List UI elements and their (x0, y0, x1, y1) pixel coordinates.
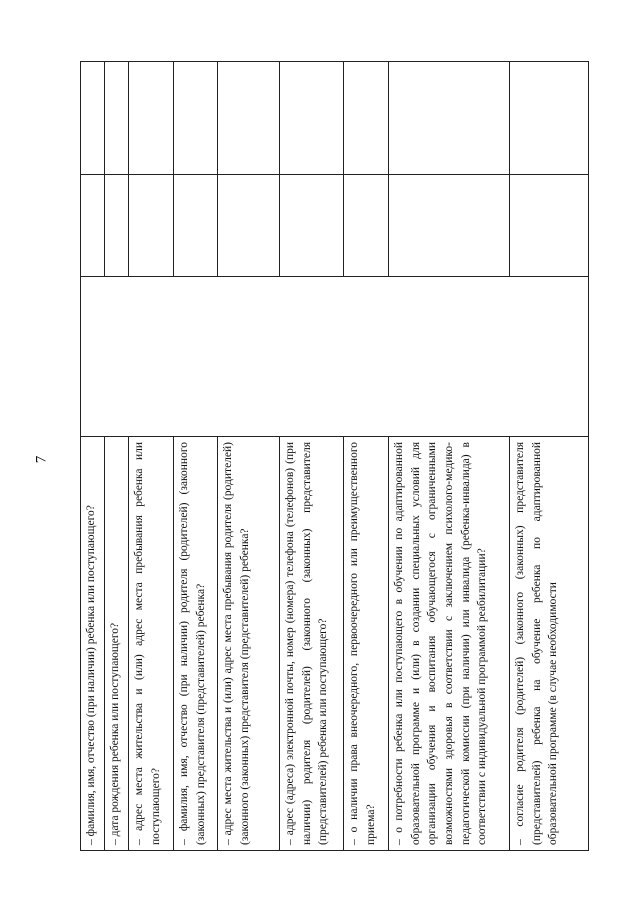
question-cell: – адрес места жительства и (или) адрес места пребывания ребенка или поступающего? (129, 437, 174, 851)
empty-cell (280, 62, 344, 175)
table-row (344, 62, 389, 851)
empty-cell (174, 175, 218, 277)
empty-cell (280, 175, 344, 277)
table-row (105, 62, 129, 851)
empty-cell (510, 62, 589, 175)
empty-cell (218, 62, 280, 175)
question-cell: – адрес места жительства и (или) адрес места пребывания родителя (родителей) (законного (законных) представителя (представителей) ребенка? (218, 437, 280, 851)
empty-cell (218, 175, 280, 277)
question-cell: – фамилия, имя, отчество (при наличии) родителя (родителей) (законного (законных) представителя (представителей) ребенка? (174, 437, 218, 851)
question-cell: – согласие родителя (родителей) (законного (законных) представителя (представителей) ребенка на обучение ребенка по адаптированной образовательной программе (в случае необходимости (510, 437, 589, 851)
empty-cell (81, 62, 105, 175)
question-cell: – о наличии права внеочередного, первоочередного или преимущественного приема? (344, 437, 389, 851)
table-row (129, 62, 174, 851)
page-number: 7 (33, 455, 50, 464)
question-cell: – о потребности ребенка или поступающего в обучении по адаптированной образовательной программе и (или) в создании специальных условий для организации обучения и воспитания обучающегося с ограниченными возможностями здоровья в соответствии с заключением психолого-медико-педагогической комиссии (при наличии) или инвалида (ребенка-инвалида) в соответствии с индивидуальной программой реабилитации? (389, 437, 510, 851)
table-row (510, 62, 589, 851)
table-row (174, 62, 218, 851)
rotated-table-frame (80, 62, 588, 851)
question-cell: – фамилия, имя, отчество (при наличии) ребенка или поступающего? (81, 437, 105, 851)
empty-cell (129, 175, 174, 277)
empty-cell (389, 175, 510, 277)
empty-cell (105, 175, 129, 277)
table-row (218, 62, 280, 851)
table-row (280, 62, 344, 851)
empty-cell (174, 62, 218, 175)
table-row (389, 62, 510, 851)
table-row (81, 62, 105, 851)
question-cell: – дата рождения ребенка или поступающего? (105, 437, 129, 851)
empty-cell (344, 62, 389, 175)
empty-cell (129, 62, 174, 175)
empty-cell (105, 62, 129, 175)
empty-cell (389, 62, 510, 175)
checklist-table (80, 61, 589, 851)
empty-cell (510, 175, 589, 277)
empty-cell (81, 277, 589, 437)
empty-cell (81, 175, 105, 277)
rotated-table-content (80, 62, 588, 851)
question-cell: – адрес (адреса) электронной почты, номер (номера) телефона (телефонов) (при наличии) родителя (родителей) (законного (законных) представителя (представителей) ребенка или поступающего? (280, 437, 344, 851)
empty-cell (344, 175, 389, 277)
